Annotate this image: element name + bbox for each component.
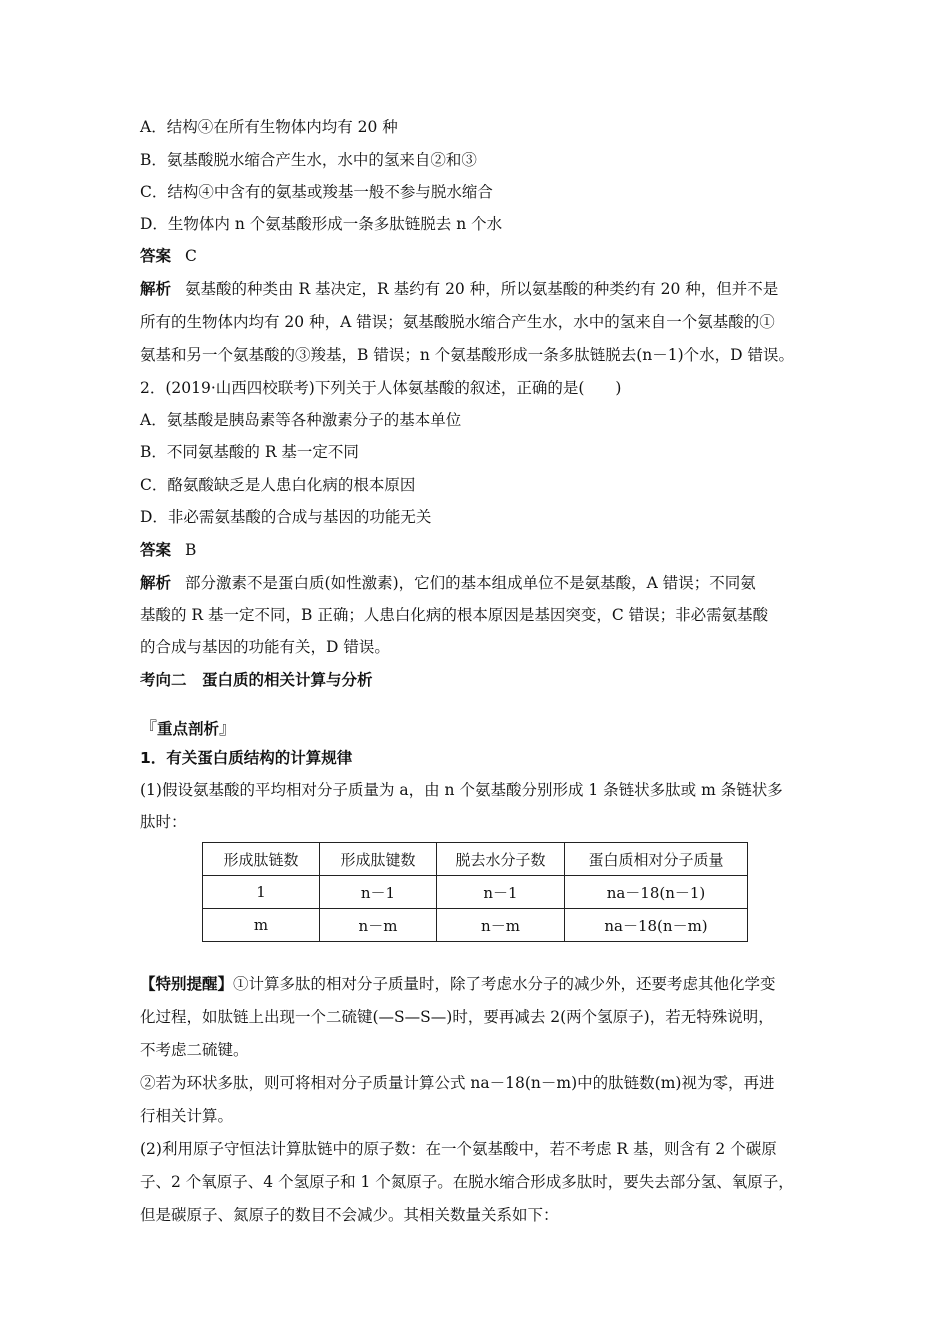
q2-stem: 2．(2019·山西四校联考)下列关于人体氨基酸的叙述，正确的是( ) [140, 379, 622, 397]
table-header-cell: 蛋白质相对分子质量 [565, 843, 748, 876]
table-cell: na－18(n－m) [565, 909, 748, 942]
calculation-table [202, 842, 748, 942]
bracket-open: 『 [140, 719, 157, 739]
table-header-cell: 脱去水分子数 [436, 843, 564, 876]
table-header-cell: 形成肽键数 [319, 843, 436, 876]
q1-option-c: C．结构④中含有的氨基或羧基一般不参与脱水缩合 [140, 183, 493, 201]
table-cell: na－18(n－1) [565, 876, 748, 909]
rule1-title: 1．有关蛋白质结构的计算规律 [140, 749, 353, 767]
q2-analysis-line-1 [140, 573, 756, 593]
q1-option-b: B．氨基酸脱水缩合产生水，水中的氢来自②和③ [140, 151, 477, 169]
answer-label: 答案 [140, 541, 172, 559]
tip-label: 【特别提醒】 [140, 975, 234, 993]
table-cell: n－1 [319, 876, 436, 909]
q2-option-c: C．酪氨酸缺乏是人患白化病的根本原因 [140, 476, 416, 494]
table-header-row [203, 843, 748, 876]
answer-label: 答案 [140, 247, 172, 265]
table-row [203, 876, 748, 909]
table-row [203, 909, 748, 942]
answer-value: B [185, 541, 197, 559]
tip-line-3: 不考虑二硫键。 [140, 1041, 249, 1059]
answer-value: C [185, 247, 197, 265]
bracket-close: 』 [219, 719, 237, 739]
analysis-text: 部分激素不是蛋白质(如性激素)，它们的基本组成单位不是氨基酸，A 错误；不同氨 [185, 574, 756, 592]
analysis-text: 氨基酸的种类由 R 基决定，R 基约有 20 种，所以氨基酸的种类约有 20 种，但并不是 [185, 280, 779, 298]
rule2-line-3: 但是碳原子、氮原子的数目不会减少。其相关数量关系如下： [140, 1206, 559, 1224]
focus-title-text: 重点剖析 [157, 720, 220, 738]
q1-option-d: D．生物体内 n 个氨基酸形成一条多肽链脱去 n 个水 [140, 215, 503, 233]
analysis-label: 解析 [140, 574, 172, 592]
q2-option-b: B．不同氨基酸的 R 基一定不同 [140, 443, 359, 461]
q2-option-a: A．氨基酸是胰岛素等各种激素分子的基本单位 [140, 411, 462, 429]
table-cell: n－1 [436, 876, 564, 909]
tip-line-5: 行相关计算。 [140, 1107, 234, 1125]
analysis-label: 解析 [140, 280, 172, 298]
q1-analysis-line-3: 氨基和另一个氨基酸的③羧基，B 错误；n 个氨基酸形成一条多肽链脱去(n－1)个水，D 错误。 [140, 346, 795, 364]
tip-line-2: 化过程，如肽链上出现一个二硫键(—S—S—)时，要再减去 2(两个氢原子)，若无特殊说明， [140, 1008, 774, 1026]
rule1-text-line-2: 肽时： [140, 813, 187, 831]
table-header-cell: 形成肽链数 [203, 843, 320, 876]
q2-answer [140, 540, 196, 560]
q1-analysis-line-1 [140, 279, 778, 299]
tip-line-1 [140, 974, 776, 994]
rule2-line-2: 子、2 个氧原子、4 个氢原子和 1 个氮原子。在脱水缩合形成多肽时，要失去部分氢、氧原子， [140, 1173, 794, 1191]
q1-answer [140, 246, 197, 266]
q2-option-d: D．非必需氨基酸的合成与基因的功能无关 [140, 508, 432, 526]
rule2-line-1: (2)利用原子守恒法计算肽链中的原子数：在一个氨基酸中，若不考虑 R 基，则含有 2 个碳原 [140, 1140, 777, 1158]
rule1-text-line-1: (1)假设氨基酸的平均相对分子质量为 a，由 n 个氨基酸分别形成 1 条链状多肽或 m 条链状多 [140, 781, 783, 799]
q1-analysis-line-2: 所有的生物体内均有 20 种，A 错误；氨基酸脱水缩合产生水，水中的氢来自一个氨基酸的① [140, 313, 775, 331]
focus-title [140, 714, 236, 739]
tip-text: ①计算多肽的相对分子质量时，除了考虑水分子的减少外，还要考虑其他化学变 [233, 975, 776, 993]
q1-option-a: A．结构④在所有生物体内均有 20 种 [140, 118, 398, 136]
table-cell: n－m [436, 909, 564, 942]
table-cell: 1 [203, 876, 320, 909]
q2-analysis-line-2: 基酸的 R 基一定不同，B 正确；人患白化病的根本原因是基因突变，C 错误；非必需氨基酸 [140, 606, 769, 624]
table-cell: n－m [319, 909, 436, 942]
q2-analysis-line-3: 的合成与基因的功能有关，D 错误。 [140, 638, 390, 656]
tip-line-4: ②若为环状多肽，则可将相对分子质量计算公式 na－18(n－m)中的肽链数(m)视为零，再进 [140, 1074, 775, 1092]
section-title: 考向二 蛋白质的相关计算与分析 [140, 671, 373, 689]
table-cell: m [203, 909, 320, 942]
